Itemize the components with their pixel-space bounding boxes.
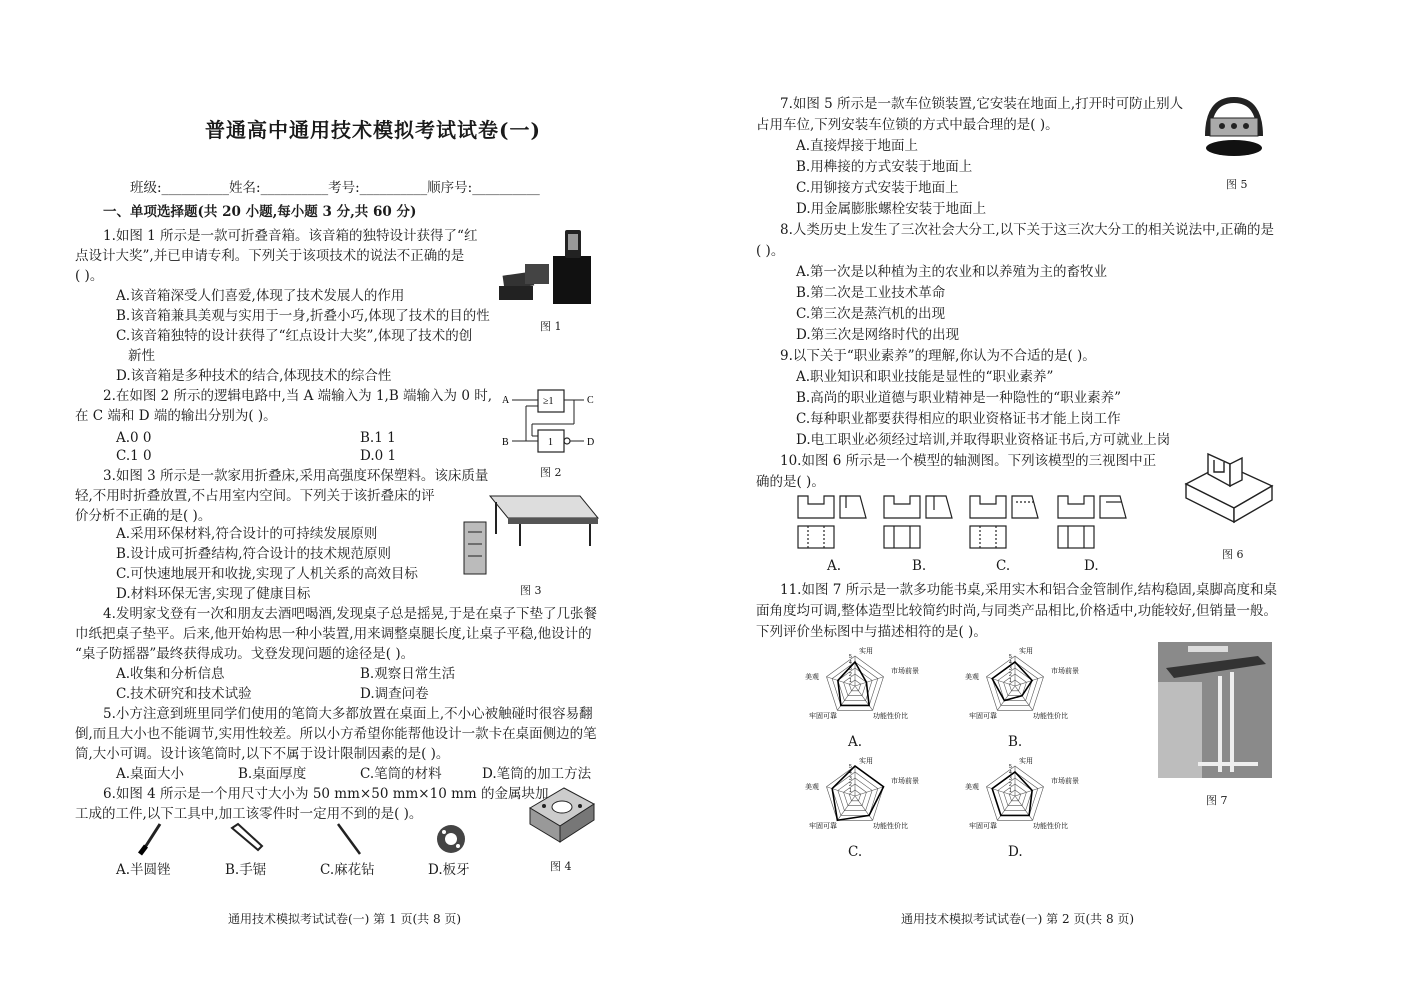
radar-scale-tick: 4 (849, 660, 852, 666)
q4-stem-line2: 巾纸把桌子垫平。后来,他开始构思一种小装置,用来调整桌腿长度,让桌子平稳,他设计的 (75, 626, 592, 642)
q8-stem-line2: ( )。 (756, 243, 785, 259)
q1-option-c-cont: 新性 (128, 348, 155, 364)
die-tool-icon (434, 822, 468, 856)
radar-scale-tick: 2 (849, 672, 852, 678)
figure-2-caption: 图 2 (540, 466, 562, 479)
twist-drill-icon (334, 822, 364, 856)
q5-option-d: D.笔筒的加工方法 (482, 766, 592, 782)
q5-option-a: A.桌面大小 (116, 766, 185, 782)
radar-scale-tick: 1 (1009, 788, 1012, 794)
figure-7-desk-image (1158, 642, 1272, 778)
q11-option-a: A. (848, 734, 863, 750)
pin-b-label: B (502, 437, 509, 448)
q1-option-d: D.该音箱是多种技术的结合,体现技术的综合性 (116, 368, 392, 384)
radar-scale-tick: 2 (1009, 782, 1012, 788)
radar-scale-tick: 5 (849, 764, 852, 770)
radar-axis-label: 牢固可靠 (969, 712, 997, 720)
q11-stem-line3: 下列评价坐标图中与描述相符的是( )。 (756, 624, 987, 640)
figure-3-folding-bed-image (460, 488, 600, 578)
figure-1-caption: 图 1 (540, 320, 562, 333)
radar-axis-label: 牢固可靠 (809, 712, 837, 720)
q4-stem-line3: “桌子防摇器”最终获得成功。戈登发现问题的途径是( )。 (75, 646, 415, 662)
q10-option-c: C. (996, 558, 1011, 574)
q10-option-d: D. (1084, 558, 1099, 574)
radar-axis-label: 美观 (965, 783, 979, 791)
q7-option-a: A.直接焊接于地面上 (796, 138, 919, 154)
q6-option-c: C.麻花钻 (320, 862, 375, 878)
q5-option-c: C.笔筒的材料 (360, 766, 442, 782)
q9-stem-line1: 9.以下关于“职业素养”的理解,你认为不合适的是( )。 (780, 348, 1096, 364)
q8-option-b: B.第二次是工业技术革命 (796, 285, 946, 301)
page-2-footer: 通用技术模拟考试试卷(一) 第 2 页(共 8 页) (901, 912, 1135, 926)
pin-d-label: D (587, 437, 595, 448)
q3-stem-line1: 3.如图 3 所示是一款家用折叠床,采用高强度环保塑料。该床质量 (103, 468, 489, 484)
hand-saw-icon (228, 822, 264, 856)
q9-option-a: A.职业知识和职业技能是显性的“职业素养” (796, 369, 1054, 385)
q3-option-d: D.材料环保无害,实现了健康目标 (116, 586, 311, 602)
q10-option-c-three-views (968, 494, 1040, 552)
radar-scale-tick: 5 (849, 654, 852, 660)
q10-option-a-three-views (796, 494, 868, 552)
page-1-footer: 通用技术模拟考试试卷(一) 第 1 页(共 8 页) (228, 912, 462, 926)
q5-option-b: B.桌面厚度 (238, 766, 307, 782)
q10-option-a: A. (827, 558, 842, 574)
q11-option-d: D. (1008, 844, 1023, 860)
radar-axis-label: 功能性价比 (873, 712, 908, 720)
radar-scale-tick: 5 (1009, 764, 1012, 770)
radar-scale-tick: 1 (1009, 678, 1012, 684)
radar-axis-label: 市场前景 (1051, 667, 1079, 675)
q8-option-a: A.第一次是以种植为主的农业和以养殖为主的畜牧业 (796, 264, 1108, 280)
pin-c-label: C (587, 395, 594, 406)
q3-stem-line2: 轻,不用时折叠放置,不占用室内空间。下列关于该折叠床的评 (75, 488, 435, 504)
q2-option-a: A.0 0 (116, 430, 152, 446)
radar-axis-label: 美观 (965, 673, 979, 681)
radar-scale-tick: 2 (1009, 672, 1012, 678)
q3-option-c: C.可快速地展开和收拢,实现了人机关系的高效目标 (116, 566, 418, 582)
q7-stem-line1: 7.如图 5 所示是一款车位锁装置,它安装在地面上,打开时可防止别人 (780, 96, 1184, 112)
q5-stem-line2: 倒,而且大小也不能调节,实用性较差。所以小方希望你能帮他设计一款卡在桌面侧边的笔 (75, 726, 597, 742)
radar-scale-tick: 3 (1009, 776, 1012, 782)
radar-chart-b (950, 642, 1080, 730)
radar-axis-label: 牢固可靠 (809, 822, 837, 830)
q4-option-a: A.收集和分析信息 (116, 666, 225, 682)
radar-axis-label: 市场前景 (891, 667, 919, 675)
q10-stem-line2: 确的是( )。 (756, 474, 825, 490)
q2-stem-line2: 在 C 端和 D 端的输出分别为( )。 (75, 408, 277, 424)
student-info-line: 班级:__________姓名:__________考号:__________顺序号:__________ (130, 180, 540, 196)
q1-stem-line2: 点设计大奖”,并已申请专利。下列关于该项技术的说法不正确的是 (75, 248, 465, 264)
q9-option-b: B.高尚的职业道德与职业精神是一种隐性的“职业素养” (796, 390, 1122, 406)
q7-option-d: D.用金属膨胀螺栓安装于地面上 (796, 201, 987, 217)
q10-option-b: B. (912, 558, 927, 574)
q11-option-b: B. (1008, 734, 1023, 750)
q6-stem-line1: 6.如图 4 所示是一个用尺寸大小为 50 mm×50 mm×10 mm 的金属块加 (103, 786, 549, 802)
radar-axis-label: 市场前景 (891, 777, 919, 785)
q6-option-d: D.板牙 (428, 862, 470, 878)
radar-scale-tick: 3 (849, 776, 852, 782)
radar-scale-tick: 1 (849, 788, 852, 794)
radar-scale-tick: 4 (849, 770, 852, 776)
exam-page-2 (706, 0, 1412, 999)
q3-stem-line3: 价分析不正确的是( )。 (75, 508, 212, 524)
q10-stem-line1: 10.如图 6 所示是一个模型的轴测图。下列该模型的三视图中正 (780, 453, 1157, 469)
radar-axis-label: 美观 (805, 673, 819, 681)
q4-option-d: D.调查问卷 (360, 686, 429, 702)
q2-stem-line1: 2.在如图 2 所示的逻辑电路中,当 A 端输入为 1,B 端输入为 0 时, (103, 388, 493, 404)
q5-stem-line3: 筒,大小可调。设计该笔筒时,以下不属于设计限制因素的是( )。 (75, 746, 450, 762)
pin-a-label: A (502, 395, 510, 406)
radar-scale-tick: 4 (1009, 770, 1012, 776)
radar-scale-tick: 5 (1009, 654, 1012, 660)
radar-scale-tick: 4 (1009, 660, 1012, 666)
radar-axis-label: 牢固可靠 (969, 822, 997, 830)
figure-5-caption: 图 5 (1226, 178, 1248, 191)
q11-stem-line1: 11.如图 7 所示是一款多功能书桌,采用实木和铝合金管制作,结构稳固,桌脚高度和桌 (780, 582, 1278, 598)
q1-option-a: A.该音箱深受人们喜爱,体现了技术发展人的作用 (116, 288, 405, 304)
q4-stem-line1: 4.发明家戈登有一次和朋友去酒吧喝酒,发现桌子总是摇晃,于是在桌子下垫了几张餐 (103, 606, 597, 622)
radar-axis-label: 实用 (859, 757, 873, 765)
radar-axis-label: 功能性价比 (1033, 712, 1068, 720)
q6-option-b: B.手锯 (225, 862, 267, 878)
figure-5-parking-lock-image (1198, 96, 1270, 160)
gate-not-symbol: 1 (548, 437, 553, 448)
q3-option-a: A.采用环保材料,符合设计的可持续发展原则 (116, 526, 378, 542)
radar-scale-tick: 3 (849, 666, 852, 672)
radar-scale-tick: 3 (1009, 666, 1012, 672)
q7-option-b: B.用榫接的方式安装于地面上 (796, 159, 973, 175)
gate-or-symbol: ≥1 (543, 396, 554, 407)
q6-stem-line2: 工成的工件,以下工具中,加工该零件时一定用不到的是( )。 (75, 806, 423, 822)
q3-option-b: B.设计成可折叠结构,符合设计的技术规范原则 (116, 546, 392, 562)
q1-option-b: B.该音箱兼具美观与实用于一身,折叠小巧,体现了技术的目的性 (116, 308, 490, 324)
q8-stem-line1: 8.人类历史上发生了三次社会大分工,以下关于这三次大分工的相关说法中,正确的是 (780, 222, 1274, 238)
q1-stem-line3: ( )。 (75, 268, 104, 284)
q11-option-c: C. (848, 844, 863, 860)
q1-option-c: C.该音箱独特的设计获得了“红点设计大奖”,体现了技术的创 (116, 328, 473, 344)
half-round-file-icon (136, 822, 166, 856)
figure-4-caption: 图 4 (550, 860, 572, 873)
page-title: 普通高中通用技术模拟考试试卷(一) (205, 118, 541, 142)
figure-2-logic-circuit (500, 386, 600, 462)
radar-axis-label: 功能性价比 (873, 822, 908, 830)
q2-option-b: B.1 1 (360, 430, 396, 446)
section-heading: 一、单项选择题(共 20 小题,每小题 3 分,共 60 分) (103, 204, 417, 220)
q8-option-c: C.第三次是蒸汽机的出现 (796, 306, 946, 322)
figure-6-caption: 图 6 (1222, 548, 1244, 561)
radar-scale-tick: 1 (849, 678, 852, 684)
radar-chart-d (950, 752, 1080, 840)
q1-stem-line1: 1.如图 1 所示是一款可折叠音箱。该音箱的独特设计获得了“红 (103, 228, 478, 244)
q2-option-c: C.1 0 (116, 448, 152, 464)
q4-option-b: B.观察日常生活 (360, 666, 456, 682)
q11-stem-line2: 面角度均可调,整体造型比较简约时尚,与同类产品相比,价格适中,功能较好,但销量一般。 (756, 603, 1277, 619)
radar-axis-label: 市场前景 (1051, 777, 1079, 785)
q5-stem-line1: 5.小方注意到班里同学们使用的笔筒大多都放置在桌面上,不小心被触碰时很容易翻 (103, 706, 593, 722)
q9-option-c: C.每种职业都要获得相应的职业资格证书才能上岗工作 (796, 411, 1121, 427)
radar-axis-label: 实用 (859, 647, 873, 655)
radar-scale-tick: 2 (849, 782, 852, 788)
figure-6-axonometric-model (1180, 450, 1276, 526)
q7-stem-line2: 占用车位,下列安装车位锁的方式中最合理的是( )。 (756, 117, 1059, 133)
radar-axis-label: 功能性价比 (1033, 822, 1068, 830)
radar-chart-c (790, 752, 920, 840)
q7-option-c: C.用铆接方式安装于地面上 (796, 180, 959, 196)
q10-option-b-three-views (882, 494, 954, 552)
q2-option-d: D.0 1 (360, 448, 397, 464)
radar-chart-a (790, 642, 920, 730)
q8-option-d: D.第三次是网络时代的出现 (796, 327, 960, 343)
radar-axis-label: 实用 (1019, 647, 1033, 655)
q6-option-a: A.半圆锉 (116, 862, 171, 878)
figure-4-workpiece-image (524, 784, 598, 848)
radar-axis-label: 美观 (805, 783, 819, 791)
figure-3-caption: 图 3 (520, 584, 542, 597)
q9-option-d: D.电工职业必须经过培训,并取得职业资格证书后,方可就业上岗 (796, 432, 1171, 448)
figure-1-speaker-image (495, 228, 605, 314)
figure-7-caption: 图 7 (1206, 794, 1228, 807)
q4-option-c: C.技术研究和技术试验 (116, 686, 252, 702)
q10-option-d-three-views (1056, 494, 1128, 552)
radar-axis-label: 实用 (1019, 757, 1033, 765)
